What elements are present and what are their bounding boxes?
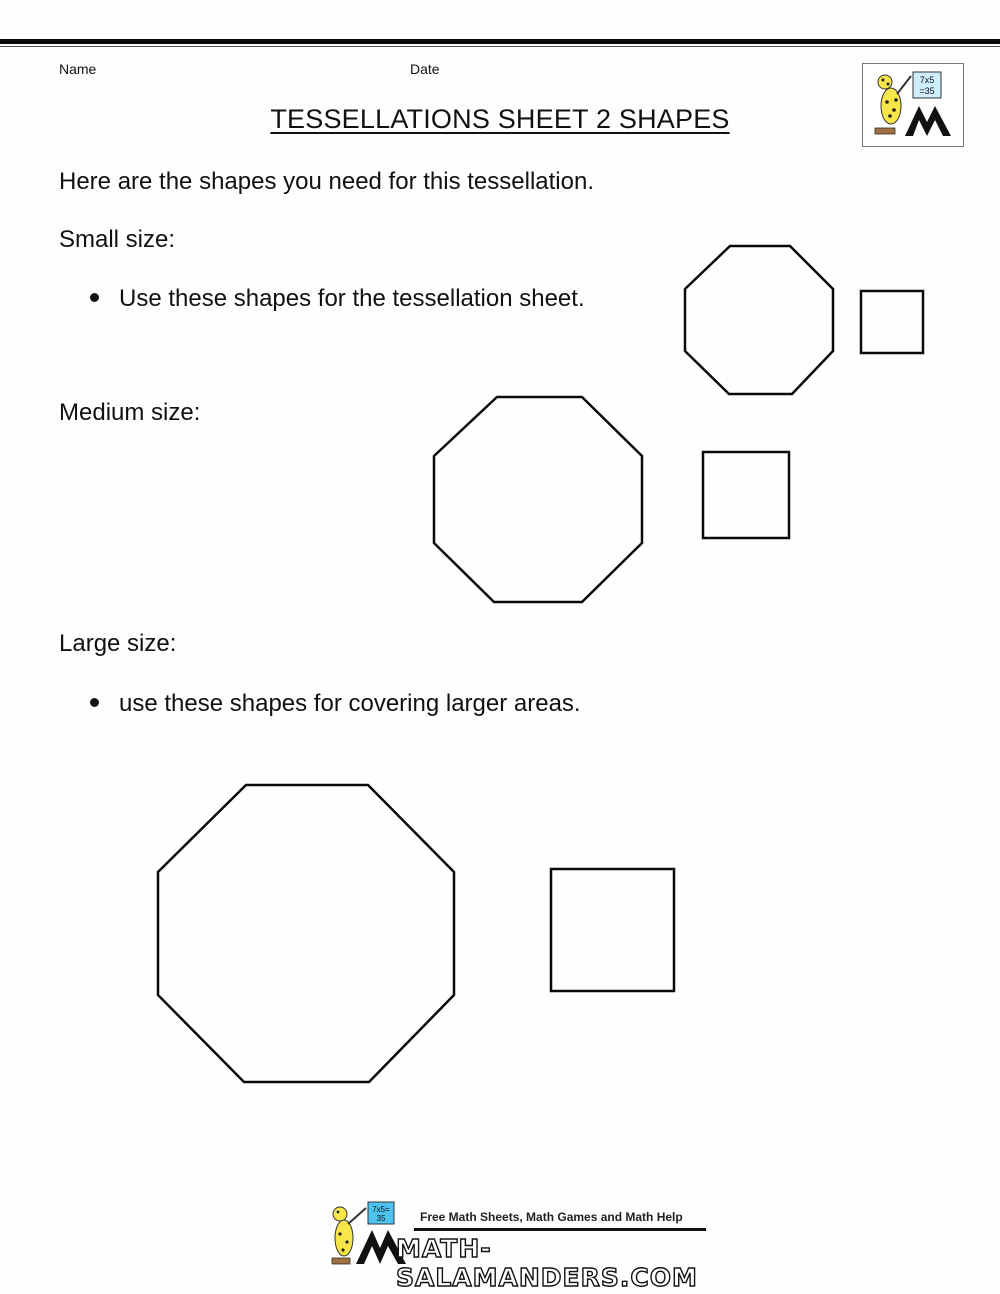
large-size-heading: Large size: — [59, 630, 177, 657]
date-label: Date — [410, 61, 440, 77]
footer-brand: MATH-SALAMANDERS.COM — [396, 1234, 698, 1292]
footer-divider — [414, 1228, 706, 1231]
footer-tagline: Free Math Sheets, Math Games and Math Help — [420, 1210, 683, 1224]
large-octagon — [158, 785, 454, 1082]
small-size-heading: Small size: — [59, 226, 176, 253]
footer-logo — [326, 1200, 716, 1292]
medium-square — [703, 452, 789, 538]
page-title: TESSELLATIONS SHEET 2 SHAPES — [270, 104, 730, 134]
svg-text:=35: =35 — [919, 86, 935, 96]
large-square — [551, 869, 674, 991]
name-label: Name — [59, 61, 97, 77]
svg-text:7x5=: 7x5= — [372, 1205, 390, 1214]
svg-text:35: 35 — [376, 1214, 386, 1223]
intro-text: Here are the shapes you need for this tessellation. — [59, 168, 594, 195]
small-octagon — [685, 246, 833, 394]
small-square — [861, 291, 923, 353]
large-size-bullet: use these shapes for covering larger areas. — [90, 690, 581, 718]
svg-text:7x5: 7x5 — [919, 75, 935, 85]
medium-size-heading: Medium size: — [59, 399, 201, 426]
medium-octagon — [434, 397, 642, 602]
small-size-bullet: Use these shapes for the tessellation sheet. — [90, 285, 585, 313]
